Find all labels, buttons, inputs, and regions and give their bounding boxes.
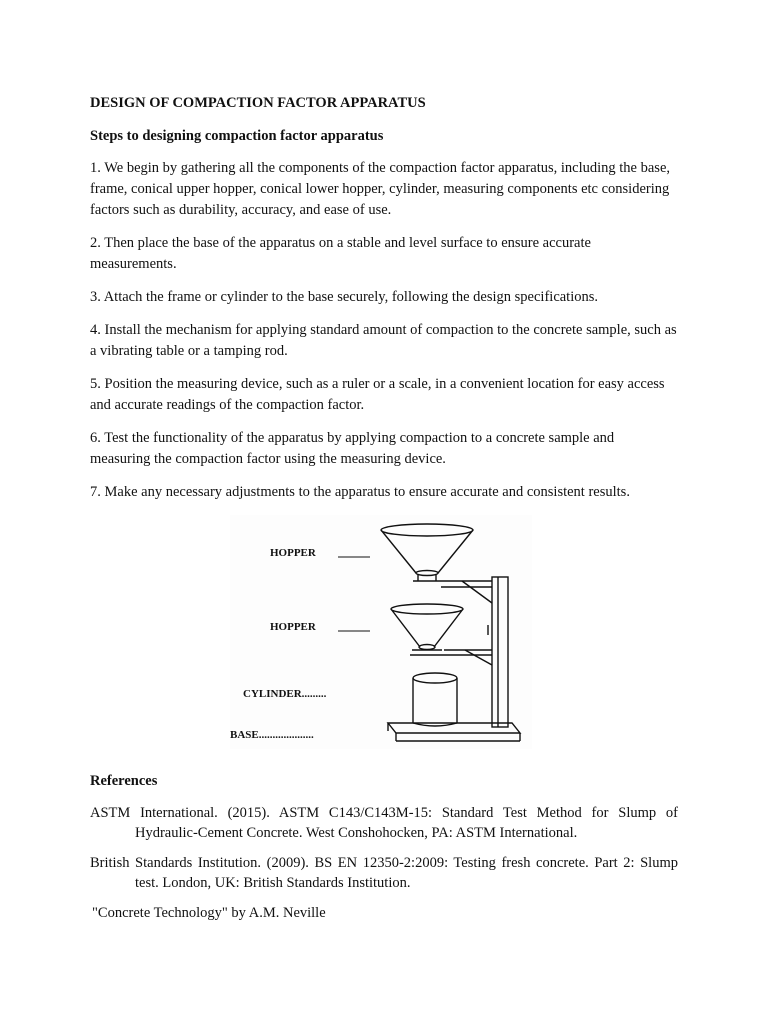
label-upper-hopper: HOPPER [270,547,316,559]
label-lower-hopper: HOPPER [270,621,316,633]
step-6: 6. Test the functionality of the apparatus by applying compaction to a concrete sample and measuring the compaction factor using the measuring device. [90,430,615,467]
document-content [90,93,678,923]
step-4: 4. Install the mechanism for applying standard amount of compaction to the concrete sample, such as a vibrating table or a tamping rod. [90,322,677,359]
step-2: 2. Then place the base of the apparatus on a stable and level surface to ensure accurate measurements. [90,235,591,272]
section-subtitle: Steps to designing compaction factor apparatus [90,128,384,144]
compaction-factor-apparatus-figure [230,515,532,749]
reference-item: ASTM International. (2015). ASTM C143/C143M-15: Standard Test Method for Slump of Hydraulic-Cement Concrete. West Conshohocken, PA: ASTM International. [90,805,678,841]
step-1: 1. We begin by gathering all the components of the compaction factor apparatus, including the base, frame, conical upper hopper, conical lower hopper, cylinder, measuring components etc considering factors such as durability, accuracy, and ease of use. [90,160,670,218]
reference-item: "Concrete Technology" by A.M. Neville [92,905,326,921]
document-title: DESIGN OF COMPACTION FACTOR APPARATUS [90,95,426,111]
references-heading: References [90,773,158,789]
label-base: BASE.................... [230,729,314,741]
label-cylinder: CYLINDER......... [243,688,327,700]
step-7: 7. Make any necessary adjustments to the apparatus to ensure accurate and consistent results. [90,484,630,500]
reference-item: British Standards Institution. (2009). BS EN 12350-2:2009: Testing fresh concrete. Part 2: Slump test. London, UK: British Standards Institution. [90,855,678,891]
step-5: 5. Position the measuring device, such as a ruler or a scale, in a convenient location for easy access and accurate readings of the compaction factor. [90,376,665,413]
step-3: 3. Attach the frame or cylinder to the base securely, following the design specifications. [90,289,599,305]
figure-container [90,515,678,755]
